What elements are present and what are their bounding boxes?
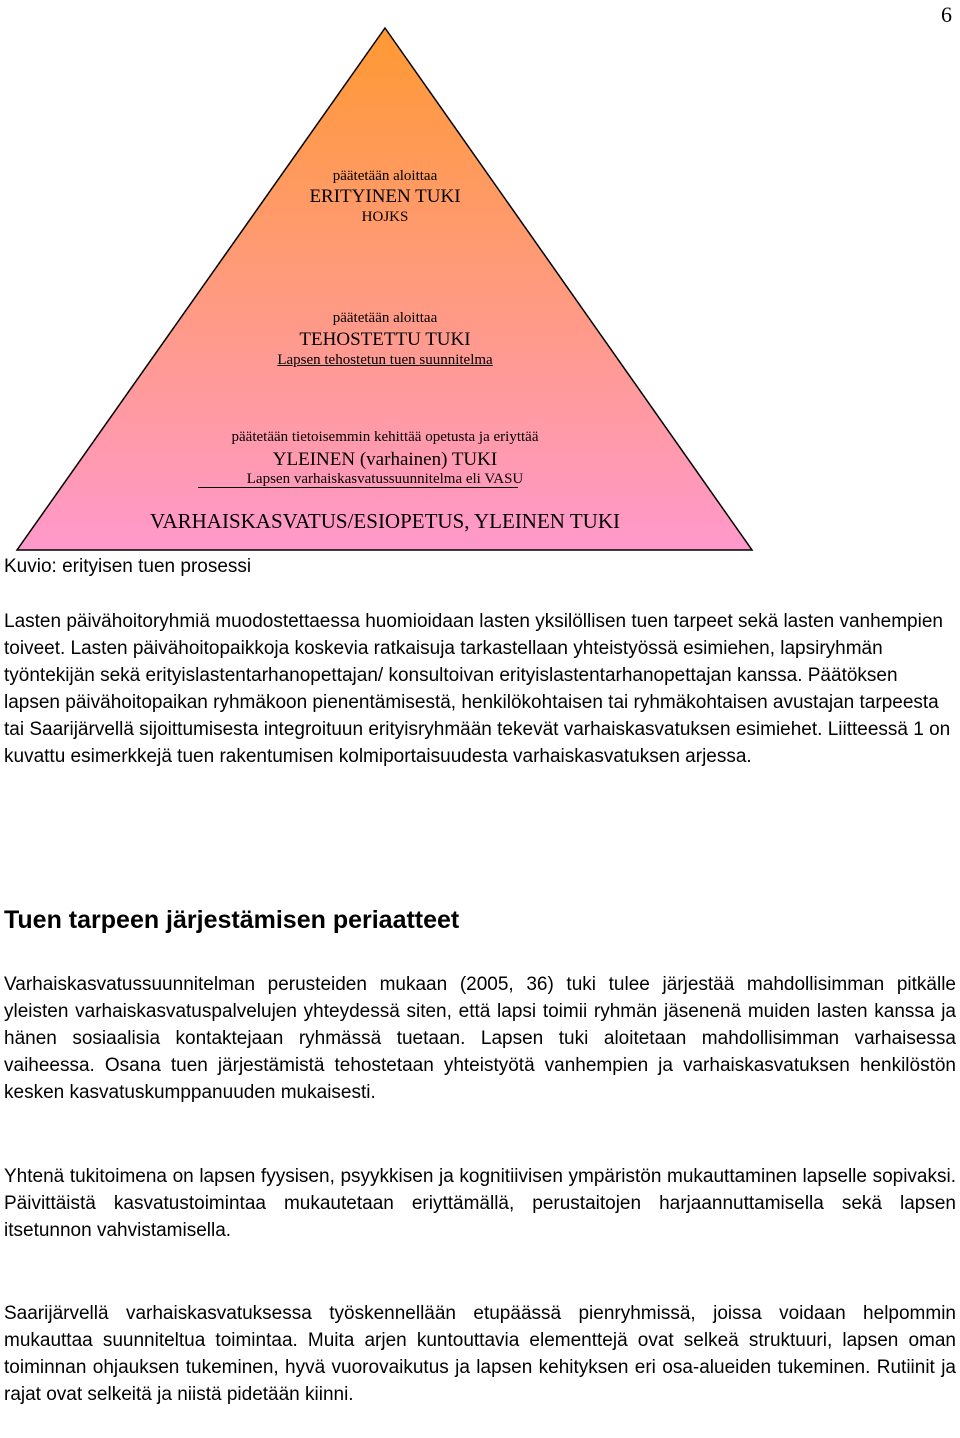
paragraph-support-principles: Varhaiskasvatussuunnitelman perusteiden mukaan (2005, 36) tuki tulee järjestää mahdollisimman pitkälle yleisten varhaiskasvatuspalvelujen yhteydessä siten, että lapsi toimii ryhmän jäsenenä muiden lasten kanssa ja hänen sosiaalisia kontaktejaan ryhmässä tuetaan. Lapsen tuki aloitetaan mahdollisimman varhaisessa vaiheessa. Osana tuen järjestämistä tehostetaan yhteistyötä vanhempien ja varhaiskasvatuksen henkilöstön kesken kasvatuskumppanuuden mukaisesti. [4, 974, 956, 1103]
support-pyramid-diagram [0, 0, 960, 560]
pyramid-base-label: VARHAISKASVATUS/ESIOPETUS, YLEINEN TUKI [149, 509, 620, 533]
figure-caption: Kuvio: erityisen tuen prosessi [4, 556, 252, 577]
middle-tier-line1: päätetään aloittaa [332, 310, 438, 326]
middle-tier-title: TEHOSTETTU TUKI [299, 329, 471, 350]
top-tier-line3: HOJKS [361, 209, 409, 225]
top-tier-title: ERITYINEN TUKI [309, 186, 461, 207]
paragraph-environment-adaptation: Yhtenä tukitoimena on lapsen fyysisen, psyykkisen ja kognitiivisen ympäristön mukauttaminen lapselle sopivaksi. Päivittäistä kasvatustoimintaa mukautetaan eriyttämällä, perustaitojen harjaannuttamisella sekä lapsen itsetunnon vahvistamisella. [4, 1166, 956, 1241]
paragraph-small-groups: Saarijärvellä varhaiskasvatuksessa työskennellään etupäässä pienryhmissä, joissa voidaan helpommin mukauttaa suunniteltua toimintaa. Muita arjen kuntouttavia elementtejä ovat selkeä struktuuri, lapsen oman toiminnan ohjauksen tukeminen, hyvä vuorovaikutus ja lapsen kehityksen eri osa-alueiden tukeminen. Rutiinit ja rajat ovat selkeitä ja niistä pidetään kiinni. [4, 1303, 956, 1405]
paragraph-student-groups: Lasten päivähoitoryhmiä muodostettaessa huomioidaan lasten yksilöllisen tuen tarpeet sekä lasten vanhempien toiveet. Lasten päivähoitopaikkoja koskevia ratkaisuja tarkastellaan yhteistyössä esimiehen, lapsiryhmän työntekijän sekä erityislastentarhanopettajan/ konsultoivan erityislastentarhanopettajan kanssa. Päätöksen lapsen päivähoitopaikan ryhmäkoon pienentämisestä, henkilökohtaisen tai ryhmäkohtaisen avustajan tarpeesta tai Saarijärvellä sijoittumisesta integroituun erityisryhmään tekevät varhaiskasvatuksen esimiehet. Liitteessä 1 on kuvattu esimerkkejä tuen rakentumisen kolmiportaisuudesta varhaiskasvatuksen arjessa. [4, 611, 951, 767]
lower-tier-line1: päätetään tietoisemmin kehittää opetusta ja eriyttää [231, 429, 539, 445]
lower-tier-rule [198, 487, 518, 488]
middle-tier-line3: Lapsen tehostetun tuen suunnitelma [277, 352, 493, 368]
page-number: 6 [941, 2, 952, 27]
top-tier-line1: päätetään aloittaa [332, 168, 438, 184]
lower-tier-title: YLEINEN (varhainen) TUKI [272, 449, 498, 470]
lower-tier-line3: Lapsen varhaiskasvatussuunnitelma eli VASU [246, 471, 524, 487]
section-heading: Tuen tarpeen järjestämisen periaatteet [4, 906, 460, 934]
